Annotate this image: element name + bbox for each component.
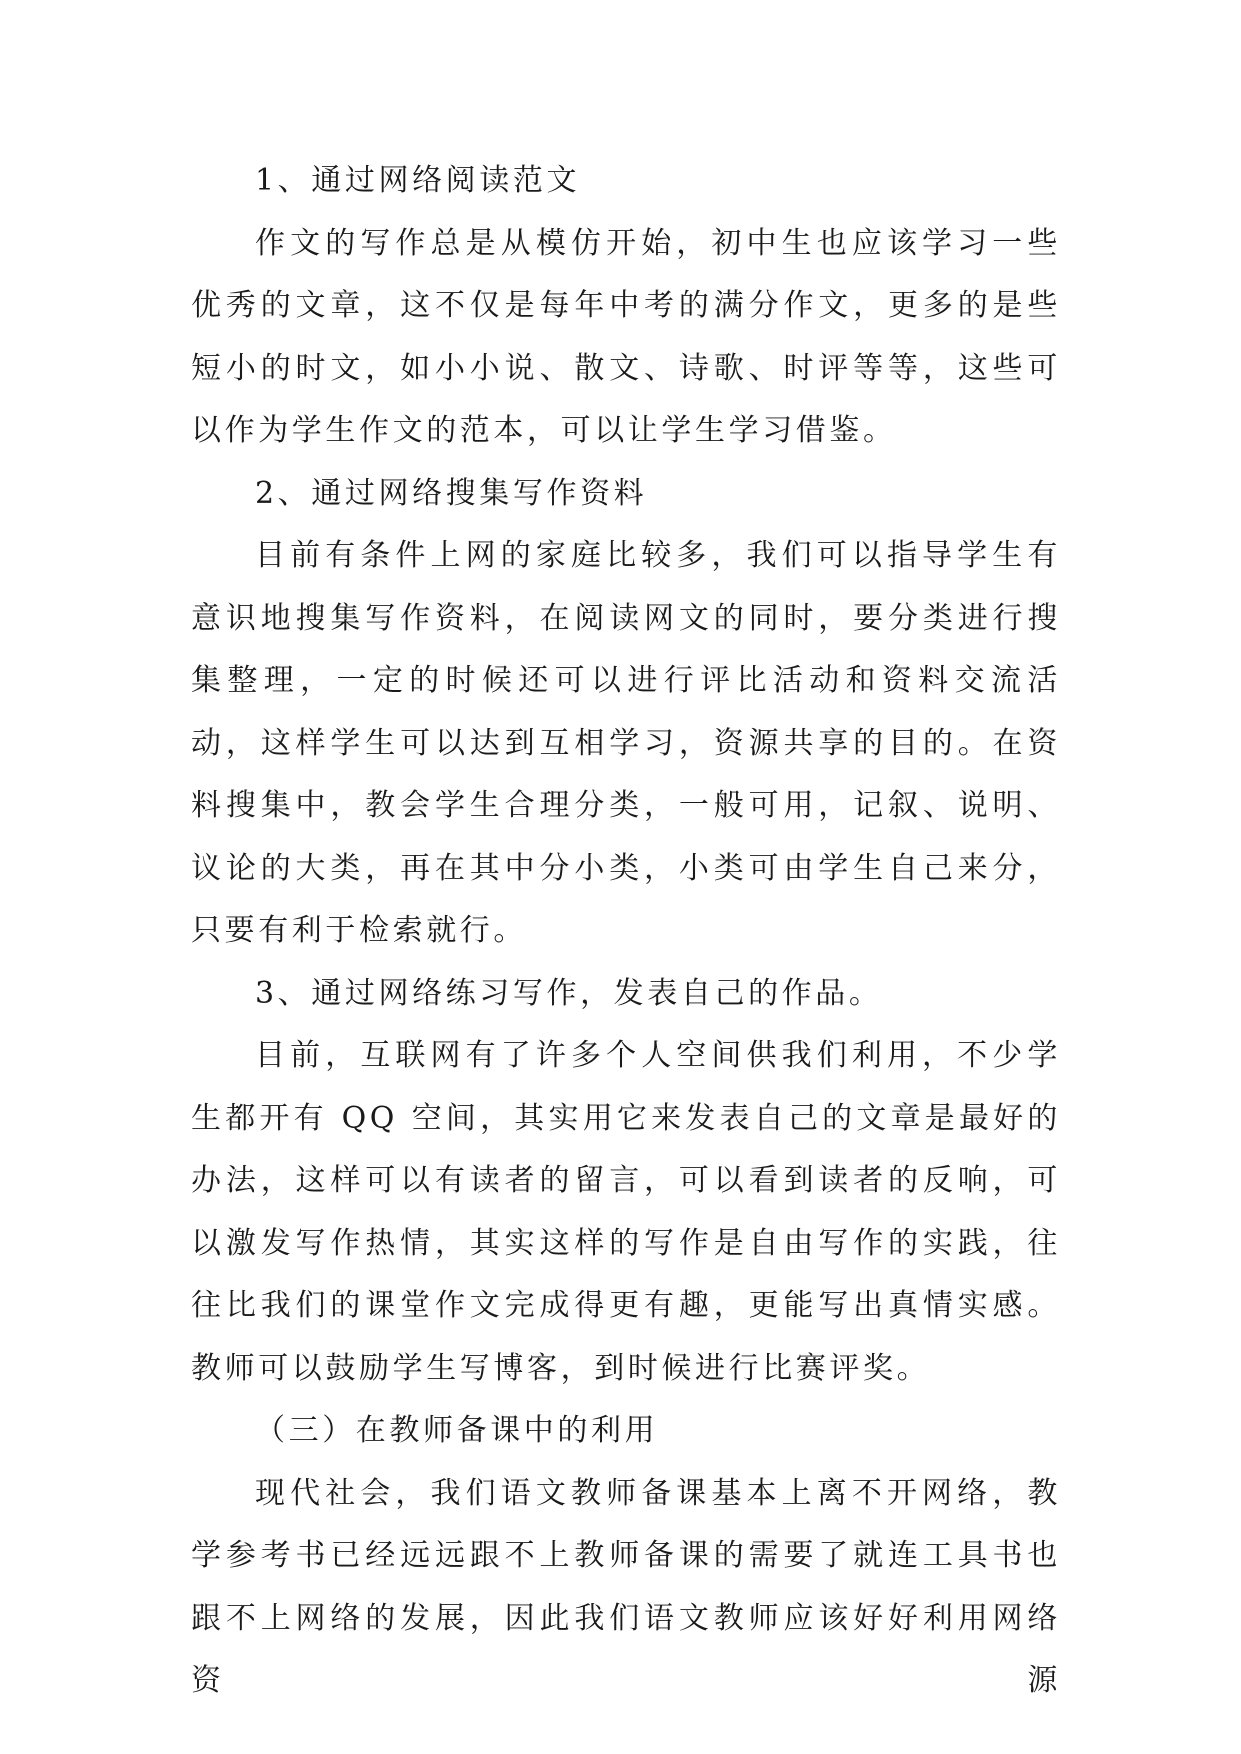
section-heading-part-3: （三）在教师备课中的利用 (255, 1413, 659, 1448)
body-paragraph-3: 目前，互联网有了许多个人空间供我们利用，不少学生都开有 QQ 空间，其实用它来发表自己的文章是最好的办法，这样可以有读者的留言，可以看到读者的反响，可以激发写作热情，其实这样的写作是自由写作的实践，往往比我们的课堂作文完成得更有趣，更能写出真情实感。教师可以鼓励学生写博客，到时候进行比赛评奖。 (191, 1038, 1061, 1386)
body-paragraph-4: 现代社会，我们语文教师备课基本上离不开网络，教学参考书已经远远跟不上教师备课的需要了就连工具书也跟不上网络的发展，因此我们语文教师应该好好利用网络资源 (191, 1475, 1061, 1698)
section-heading-2: 2、通过网络搜集写作资料 (255, 475, 648, 511)
document-body (191, 150, 1061, 1713)
section-heading-1: 1、通过网络阅读范文 (255, 163, 581, 198)
section-heading-3: 3、通过网络练习写作，发表自己的作品。 (255, 975, 883, 1011)
body-paragraph-1: 作文的写作总是从模仿开始，初中生也应该学习一些优秀的文章，这不仅是每年中考的满分作文，更多的是些短小的时文，如小小说、散文、诗歌、时评等等，这些可以作为学生作文的范本，可以让学生学习借鉴。 (191, 225, 1061, 448)
body-paragraph-2: 目前有条件上网的家庭比较多，我们可以指导学生有意识地搜集写作资料，在阅读网文的同时，要分类进行搜集整理，一定的时候还可以进行评比活动和资料交流活动，这样学生可以达到互相学习，资源共享的目的。在资料搜集中，教会学生合理分类，一般可用，记叙、说明、议论的大类，再在其中分小类，小类可由学生自己来分，只要有利于检索就行。 (191, 538, 1061, 948)
